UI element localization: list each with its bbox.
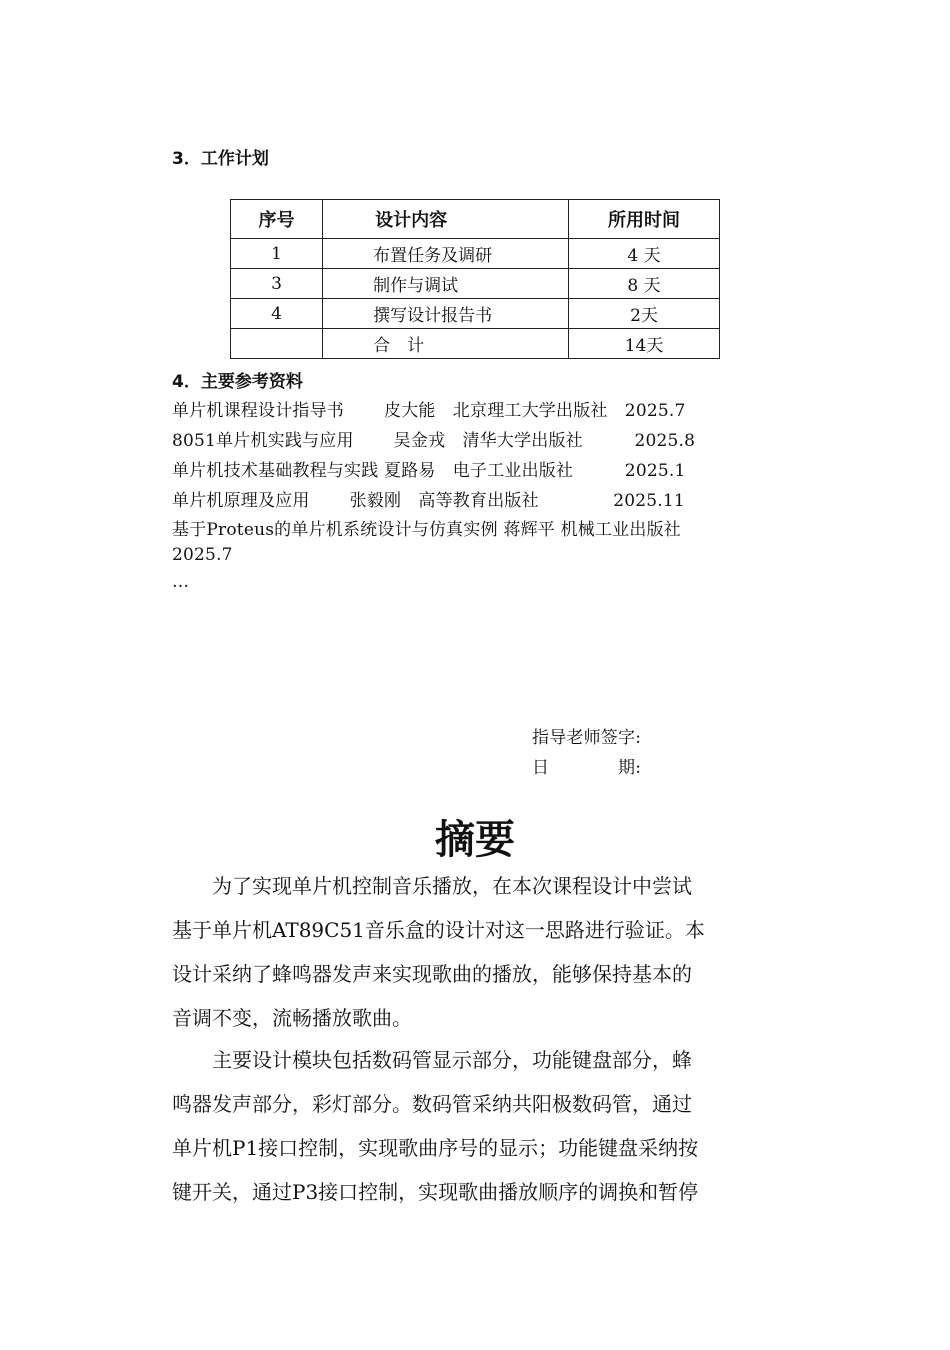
advisor-signature-label: 指导老师签字: — [532, 728, 642, 748]
row-content: 合 计 — [323, 329, 569, 359]
row-content: 布置任务及调研 — [323, 239, 569, 269]
work-plan-heading: 3．工作计划 — [172, 149, 269, 169]
reference-item: 单片机技术基础教程与实践 夏路易 电子工业出版社 2025.1 — [172, 461, 686, 481]
reference-item: 单片机课程设计指导书 皮大能 北京理工大学出版社 2025.7 — [172, 401, 686, 421]
abstract-line: 键开关，通过P3接口控制，实现歌曲播放顺序的调换和暂停 — [172, 1180, 699, 1204]
abstract-line: 单片机P1接口控制，实现歌曲序号的显示；功能键盘采纳按 — [172, 1136, 699, 1160]
row-index — [231, 329, 323, 359]
table-header-row — [231, 200, 720, 239]
row-content: 撰写设计报告书 — [323, 299, 569, 329]
row-time: 14天 — [569, 329, 720, 359]
column-header-content: 设计内容 — [323, 200, 569, 239]
row-index: 3 — [231, 269, 323, 299]
abstract-line: 主要设计模块包括数码管显示部分，功能键盘部分，蜂 — [172, 1048, 692, 1072]
reference-item: 基于Proteus的单片机系统设计与仿真实例 蒋辉平 机械工业出版社 — [172, 520, 681, 540]
abstract-title: 摘要 — [435, 817, 515, 863]
row-time: 8 天 — [569, 269, 720, 299]
reference-item: 8051单片机实践与应用 吴金戎 清华大学出版社 2025.8 — [172, 431, 696, 451]
table-row — [231, 269, 720, 299]
abstract-line: 设计采纳了蜂鸣器发声来实现歌曲的播放，能够保持基本的 — [172, 962, 692, 986]
row-index: 4 — [231, 299, 323, 329]
row-index: 1 — [231, 239, 323, 269]
abstract-line: 音调不变，流畅播放歌曲。 — [172, 1006, 412, 1030]
table-total-row — [231, 329, 720, 359]
reference-ellipsis: … — [172, 572, 190, 592]
row-time: 4 天 — [569, 239, 720, 269]
reference-item: 单片机原理及应用 张毅刚 高等教育出版社 2025.11 — [172, 491, 685, 511]
row-time: 2天 — [569, 299, 720, 329]
table-row — [231, 239, 720, 269]
column-header-index: 序号 — [231, 200, 323, 239]
table-row — [231, 299, 720, 329]
row-content: 制作与调试 — [323, 269, 569, 299]
column-header-time: 所用时间 — [569, 200, 720, 239]
signature-date-label: 日 期: — [532, 758, 642, 778]
abstract-line: 基于单片机AT89C51音乐盒的设计对这一思路进行验证。本 — [172, 918, 705, 942]
abstract-line: 鸣器发声部分，彩灯部分。数码管采纳共阳极数码管，通过 — [172, 1092, 692, 1116]
reference-item: 2025.7 — [172, 545, 233, 565]
references-heading: 4．主要参考资料 — [172, 372, 303, 392]
abstract-line: 为了实现单片机控制音乐播放，在本次课程设计中尝试 — [172, 874, 692, 898]
work-plan-table — [230, 199, 720, 359]
